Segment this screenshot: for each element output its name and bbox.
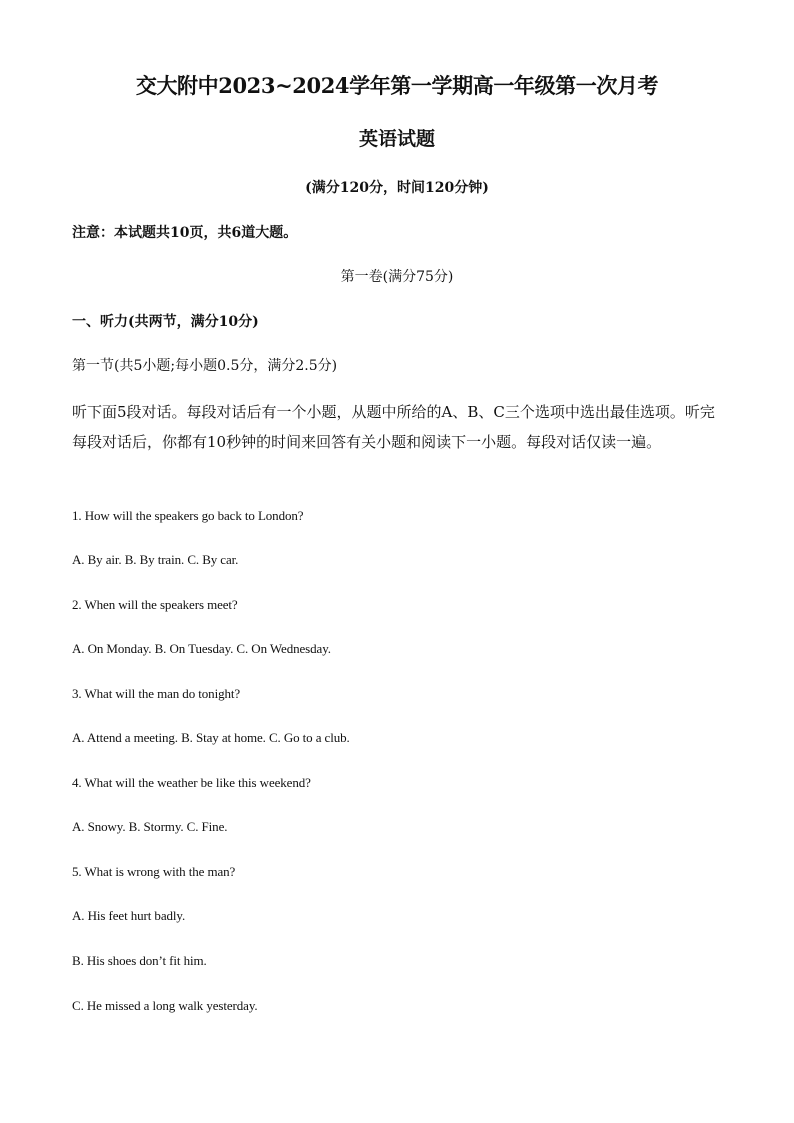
listening-subsection-heading: 第一节(共5小题;每小题0.5分，满分2.5分) — [72, 358, 338, 374]
question-2-stem: 2. When will the speakers meet? — [72, 597, 238, 612]
score-time-note: (满分120分，时间120分钟) — [305, 180, 489, 196]
question-5-stem: 5. What is wrong with the man? — [72, 864, 236, 879]
exam-subtitle: 英语试题 — [358, 128, 435, 150]
question-4-stem: 4. What will the weather be like this weekend? — [72, 775, 311, 790]
listening-instructions: 听下面5段对话。每段对话后有一个小题，从题中所给的A、B、C三个选项中选出最佳选项。听完每段对话后，你都有10秒钟的时间来回答有关小题和阅读下一小题。每段对话仅读一遍。 — [72, 403, 715, 451]
question-4-options: A. Snowy. B. Stormy. C. Fine. — [72, 819, 228, 834]
listening-section-heading: 一、听力(共两节，满分10分) — [72, 314, 259, 330]
question-1-options: A. By air. B. By train. C. By car. — [72, 552, 239, 567]
question-3-options: A. Attend a meeting. B. Stay at home. C. Go to a club. — [72, 730, 350, 745]
part-one-heading: 第一卷(满分75分) — [340, 269, 454, 285]
exam-notice: 注意：本试题共10页，共6道大题。 — [72, 225, 298, 241]
question-5-option-b: B. His shoes don’t fit him. — [72, 953, 207, 968]
question-1-stem: 1. How will the speakers go back to London? — [72, 508, 304, 523]
question-5-option-a: A. His feet hurt badly. — [72, 908, 186, 923]
question-5-option-c: C. He missed a long walk yesterday. — [72, 998, 258, 1013]
exam-title: 交大附中2023~2024学年第一学期高一年级第一次月考 — [135, 73, 659, 98]
question-3-stem: 3. What will the man do tonight? — [72, 686, 241, 701]
question-2-options: A. On Monday. B. On Tuesday. C. On Wednesday. — [72, 641, 331, 656]
